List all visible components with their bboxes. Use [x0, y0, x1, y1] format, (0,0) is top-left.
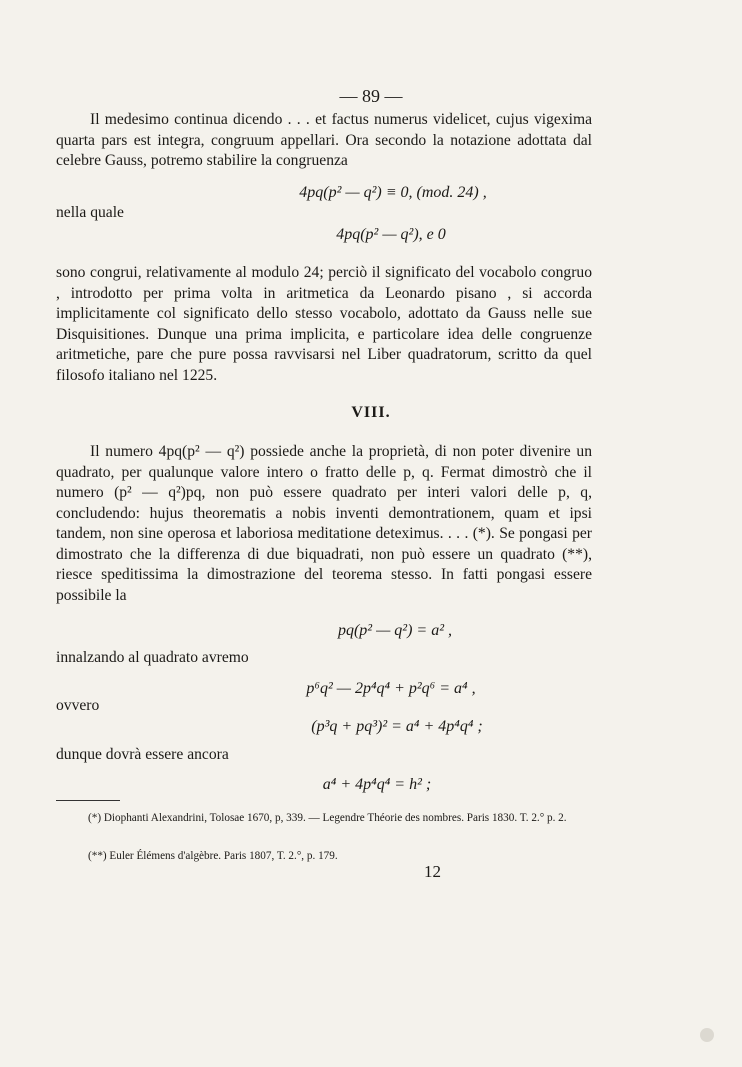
- signature-mark: 12: [424, 862, 441, 881]
- text-innalzando: innalzando al quadrato avremo: [56, 649, 249, 666]
- formula-expansion: p⁶q² — 2p⁴q⁴ + p²q⁶ = a⁴ ,: [306, 680, 476, 697]
- footnote-2: (**) Euler Élémens d'algèbre. Paris 1807, T. 2.°, p. 179.: [88, 850, 338, 862]
- paragraph-3: Il numero 4pq(p² — q²) possiede anche la proprietà, di non poter divenire un quadrato, per qualunque valore intero o fratto delle p, q. Fermat dimostrò che il numero (p² — q²)pq, non può essere quadrato per interi valori delle p, q, concludendo: hujus theorematis a nobis inventi demontrationem, quam et ipsi tandem, non sine operosa et laboriosa meditatione deteximus. . . . (*). Se pongasi per dimostrato che la differenza di due biquadrati, non può essere un quadrato (**), riesce speditissima la dimostrazione del teorema stesso. In fatti pongasi essere possibile la: [56, 443, 592, 604]
- page-number: — 89 —: [339, 86, 403, 106]
- text-dunque: dunque dovrà essere ancora: [56, 746, 229, 763]
- formula-biquadrate: a⁴ + 4p⁴q⁴ = h² ;: [322, 776, 432, 793]
- paragraph-1: Il medesimo continua dicendo . . . et factus numerus videlicet, cujus vigexima quarta pars est integra, congruum appellari. Ora secondo la notazione adottata dal celebre Gauss, potremo stabilire la congruenza: [56, 111, 592, 169]
- paragraph-2: sono congrui, relativamente al modulo 24; perciò il significato del vocabolo congruo , introdotto per prima volta in aritmetica da Leonardo pisano , si accorda implicitamente col significato dello stesso vocabolo, adottato da Gauss nelle sue Disquisitiones. Dunque una prima implicita, e particolare idea delle congruenze aritmetiche, pare che pure possa ravvisarsi nel Liber quadratorum, scritto da quel filosofo italiano nel 1225.: [56, 264, 592, 384]
- footnote-separator: [56, 800, 120, 801]
- formula-congruence: 4pq(p² — q²) ≡ 0, (mod. 24) ,: [299, 184, 487, 201]
- section-heading: VIII.: [351, 404, 391, 421]
- footnote-1: (*) Diophanti Alexandrini, Tolosae 1670, p, 339. — Legendre Théorie des nombres. Paris 1830. T. 2.° p. 2.: [88, 812, 567, 824]
- paper-stain: [700, 1028, 714, 1042]
- text-ovvero: ovvero: [56, 697, 100, 714]
- formula-pq-square: pq(p² — q²) = a² ,: [337, 622, 453, 639]
- text-nella-quale: nella quale: [56, 204, 124, 221]
- formula-congrui-pair: 4pq(p² — q²), e 0: [336, 226, 446, 243]
- formula-sum-square: (p³q + pq³)² = a⁴ + 4p⁴q⁴ ;: [311, 718, 483, 735]
